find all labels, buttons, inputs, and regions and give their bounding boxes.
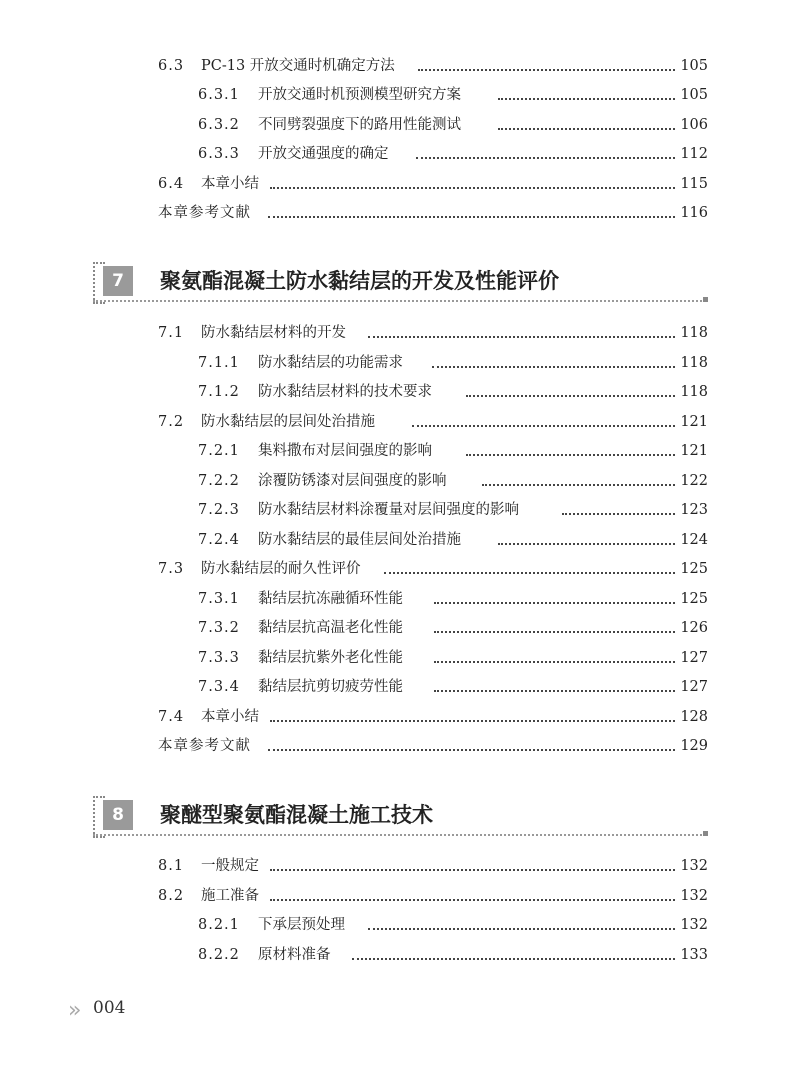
section-title: 防水黏结层的功能需求 [258,355,403,371]
toc-row[interactable] [0,646,790,670]
dot-leader [270,720,675,722]
section-number: 6.3.2 [198,117,240,133]
dot-leader [270,869,675,871]
page-number: 112 [680,146,708,162]
section-number: 8.2 [158,888,185,904]
section-title: 原材料准备 [258,947,331,963]
page-number: 122 [680,473,708,489]
section-number: 7.1.2 [198,384,240,400]
page-number: 115 [680,176,708,192]
section-number: 7.3.3 [198,650,240,666]
toc-row[interactable] [0,410,790,434]
section-title: 本章小结 [201,176,259,192]
section-title: 防水黏结层材料涂覆量对层间强度的影响 [258,502,519,518]
dot-leader [270,899,675,901]
rule-end-marker [703,831,708,836]
dot-leader [482,484,675,486]
dot-leader [434,661,675,663]
section-title: 集料撒布对层间强度的影响 [258,443,432,459]
dot-leader [418,69,675,71]
chapter-title: 聚氨酯混凝土防水黏结层的开发及性能评价 [160,269,559,293]
section-number: 7.2.4 [198,532,240,548]
page-number: 126 [680,620,708,636]
dot-leader [384,572,675,574]
section-number: 6.4 [158,176,185,192]
chapter-title: 聚醚型聚氨酯混凝土施工技术 [160,803,433,827]
chapter-number-badge: 8 [103,800,133,830]
section-title: 黏结层抗紫外老化性能 [258,650,403,666]
section-number: 8.1 [158,858,185,874]
page-number: 121 [680,443,708,459]
section-number: 7.1 [158,325,185,341]
dot-leader [466,454,675,456]
section-title: 开放交通强度的确定 [258,146,389,162]
page-number: 125 [680,591,708,607]
toc-row[interactable] [0,616,790,640]
page-number: 128 [680,709,708,725]
page-number: 132 [680,917,708,933]
page-number: 129 [680,738,708,754]
dot-leader [416,157,675,159]
rule-end-marker [703,297,708,302]
toc-row[interactable] [0,469,790,493]
dot-leader [498,543,675,545]
section-title: 本章小结 [201,709,259,725]
section-number: 7.2.1 [198,443,240,459]
footer-page-number: 004 [93,998,126,1018]
dot-leader [268,749,675,751]
dot-leader [368,928,675,930]
dot-leader [434,631,675,633]
toc-row[interactable] [0,439,790,463]
section-number: 6.3.1 [198,87,240,103]
heading-rule [93,300,705,302]
toc-row[interactable] [0,201,790,225]
page-number: 118 [680,355,708,371]
dot-leader [268,216,675,218]
heading-rule [93,834,705,836]
dot-leader [368,336,675,338]
toc-row[interactable] [0,498,790,522]
toc-row[interactable] [0,675,790,699]
section-number: 7.2 [158,414,185,430]
dot-leader [352,958,675,960]
page-number: 116 [680,205,708,221]
section-number: 7.3.1 [198,591,240,607]
section-title: 防水黏结层的层间处治措施 [201,414,375,430]
page-number: 132 [680,888,708,904]
toc-row[interactable] [0,734,790,758]
toc-row[interactable] [0,54,790,78]
section-number: 7.4 [158,709,185,725]
chapter-heading[interactable] [0,796,790,846]
section-number: 7.1.1 [198,355,240,371]
dot-leader [434,690,675,692]
toc-row[interactable] [0,321,790,345]
section-title: 下承层预处理 [258,917,345,933]
section-number: 7.3 [158,561,185,577]
toc-row[interactable] [0,913,790,937]
dot-leader [434,602,675,604]
toc-row[interactable] [0,528,790,552]
toc-row[interactable] [0,854,790,878]
section-number: 7.2.2 [198,473,240,489]
section-title: 涂覆防锈漆对层间强度的影响 [258,473,447,489]
toc-row[interactable] [0,943,790,967]
section-title: 本章参考文献 [158,205,251,221]
chapter-heading[interactable] [0,262,790,312]
page-number: 127 [680,650,708,666]
toc-row[interactable] [0,142,790,166]
page-number: 121 [680,414,708,430]
section-title: 黏结层抗冻融循环性能 [258,591,403,607]
toc-row[interactable] [0,380,790,404]
page-number: 118 [680,325,708,341]
section-number: 7.2.3 [198,502,240,518]
section-title: 开放交通时机预测模型研究方案 [258,87,461,103]
section-title: 不同劈裂强度下的路用性能测试 [258,117,461,133]
toc-row[interactable] [0,351,790,375]
dot-leader [466,395,675,397]
page-number: 125 [680,561,708,577]
section-title: 黏结层抗高温老化性能 [258,620,403,636]
section-number: 7.3.4 [198,679,240,695]
page-number: 105 [680,87,708,103]
toc-row[interactable] [0,705,790,729]
toc-row[interactable] [0,884,790,908]
chapter-number-badge: 7 [103,266,133,296]
section-title: 防水黏结层的最佳层间处治措施 [258,532,461,548]
footer-arrows-icon: » [68,998,79,1023]
section-title: 一般规定 [201,858,259,874]
page-number: 124 [680,532,708,548]
page-number: 127 [680,679,708,695]
toc-row[interactable] [0,113,790,137]
dot-leader [432,366,675,368]
page-number: 123 [680,502,708,518]
toc-row[interactable] [0,587,790,611]
page-number: 118 [680,384,708,400]
section-number: 8.2.1 [198,917,240,933]
page-number: 132 [680,858,708,874]
section-title: 防水黏结层的耐久性评价 [201,561,361,577]
dot-leader [270,187,675,189]
section-number: 8.2.2 [198,947,240,963]
toc-row[interactable] [0,557,790,581]
toc-row[interactable] [0,172,790,196]
section-title: 黏结层抗剪切疲劳性能 [258,679,403,695]
page-number: 105 [680,58,708,74]
section-title: PC-13 开放交通时机确定方法 [201,58,395,74]
dot-leader [498,128,675,130]
section-title: 本章参考文献 [158,738,251,754]
section-number: 6.3.3 [198,146,240,162]
dot-leader [412,425,675,427]
section-number: 6.3 [158,58,185,74]
dot-leader [562,513,675,515]
section-title: 施工准备 [201,888,259,904]
dot-leader [498,98,675,100]
toc-row[interactable] [0,83,790,107]
section-title: 防水黏结层材料的开发 [201,325,346,341]
page-number: 133 [680,947,708,963]
page-number: 106 [680,117,708,133]
section-number: 7.3.2 [198,620,240,636]
section-title: 防水黏结层材料的技术要求 [258,384,432,400]
